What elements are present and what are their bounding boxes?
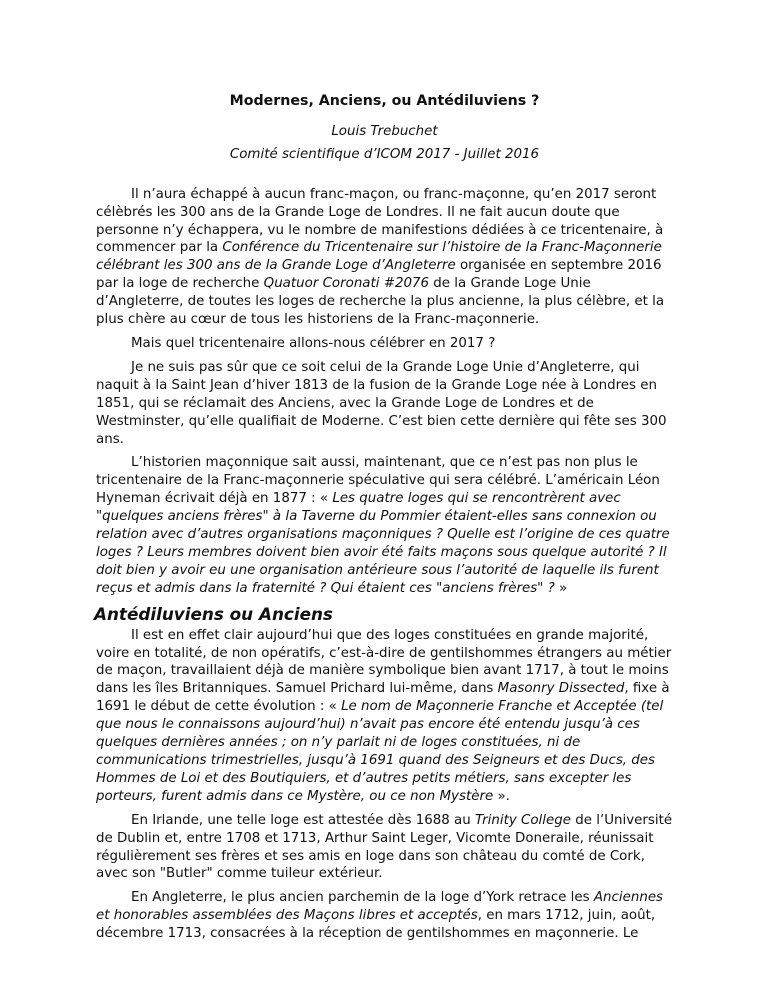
italic-title: Conférence du Tricentenaire sur l’histoire de la Franc-Maçonnerie célébrant les 300 ans de la Grande Loge d’Angleterre — [96, 240, 662, 274]
paragraph-grand-lodge: Je ne suis pas sûr que ce soit celui de la Grande Loge Unie d’Angleterre, qui naquit à la Saint Jean d’hiver 1813 de la fusion de la Grande Loge née à Londres en 1851, qui se réclamait des Anciens, avec la Grande Loge de Londres et de Westminster, qu’elle qualifiait de Moderne. C’est bien cette dernière qui fête ses 300 ans. — [96, 359, 667, 447]
document-title: Modernes, Anciens, ou Antédiluviens ? — [229, 93, 540, 109]
italic-quote: Le nom de Maçonnerie Franche et Acceptée (tel que nous le connaissons aujourd’hui) n’avait pas encore été entendu jusqu’à ces quelques dernières années ; on n’y parlait ni de loges constituées, ni de communications trimestrielles, jusqu’à 1691 quand des Seigneurs et des Ducs, des Hommes de Loi et des Boutiquiers, et d’autres petits métiers, sans excepter les porteurs, furent admis dans ce Mystère, ou ce non Mystère — [96, 699, 664, 804]
text-run: ». — [493, 788, 510, 804]
paragraph-question: Mais quel tricentenaire allons-nous célébrer en 2017 ? — [131, 335, 496, 351]
italic-college: Trinity College — [475, 812, 571, 828]
text-run: En Angleterre, le plus ancien parchemin de la loge d’York retrace les — [131, 890, 594, 906]
author-line: Louis Trebuchet — [331, 123, 438, 139]
text-run: , fixe à 1691 le début de cette évolution : « — [96, 681, 670, 715]
italic-quote: Les quatre loges qui se rencontrèrent avec "quelques anciens frères" à la Taverne du Pommier étaient-elles sans connexion ou relation avec d’autres organisations maçonniques ? Quelle est l’origine de ces quatre loges ? Leurs membres doivent bien avoir été faits maçons sous quelque autorité ? Il doit bien y avoir eu une organisation antérieure sous l’autorité de laquelle ils furent reçus et admis dans la fraternité ? Qui étaient ces "anciens frères" ? — [96, 491, 670, 596]
section-heading: Antédiluviens ou Anciens — [94, 603, 333, 624]
paragraph-england — [96, 889, 673, 943]
italic-book-title: Masonry Dissected — [497, 681, 625, 697]
paragraph-ireland — [96, 812, 673, 884]
text-run: Il n’aura échappé à aucun franc-maçon, ou franc-maçonne, qu’en 2017 seront célèbrés les 300 ans de la Grande Loge de Londres. Il ne fait aucun doute que personne n’y échappera, vu le nombre de manifestions dédiées à ce tricentenaire, à commencer par la — [96, 186, 664, 256]
affiliation-line: Comité scientifique d’ICOM 2017 - Juillet 2016 — [229, 146, 540, 162]
italic-assemblies: Anciennes et honorables assemblées des Maçons libres et acceptés — [96, 890, 664, 924]
italic-lodge-name: Quatuor Coronati #2076 — [263, 276, 430, 292]
text-run: » — [554, 580, 568, 596]
paragraph-intro — [96, 186, 673, 329]
paragraph-historian — [96, 454, 673, 597]
text-run: de la Grande Loge Unie d’Angleterre, de toutes les loges de recherche la plus ancienne, la plus célèbre, et la plus chère au cœur de tous les historiens de la Franc-maçonnerie. — [96, 276, 665, 328]
text-run: Il est en effet clair aujourd’hui que des loges constituées en grande majorité, voire en totalité, de non opératifs, c’est-à-dire de gentilshommes étrangers au métier de maçon, travaillaient déjà de manière symbolique bien avant 1717, à tout le moins dans les îles Britanniques. Samuel Prichard lui-même, dans — [96, 627, 672, 697]
paragraph-operatives — [96, 627, 673, 806]
text-run: L’historien maçonnique sait aussi, maintenant, que ce n’est pas non plus le tricentenaire de la Franc-maçonnerie spéculative qui sera célébré. L’américain Léon Hyneman écrivait déjà en 1877 : « — [96, 455, 660, 507]
text-run: En Irlande, une telle loge est attestée dès 1688 au — [131, 812, 476, 828]
text-run: de l’Université de Dublin et, entre 1708 et 1713, Arthur Saint Leger, Vicomte Doneraile, réunissait régulièrement ses frères et ses amis en loge dans son château du comté de Cork, avec son "Butler" comme tuileur extérieur. — [96, 812, 673, 882]
text-run: , en mars 1712, juin, août, décembre 1713, consacrées à la réception de gentilshommes en maçonnerie. Le — [96, 908, 656, 942]
text-run: organisée en septembre 2016 par la loge de recherche — [96, 258, 662, 292]
